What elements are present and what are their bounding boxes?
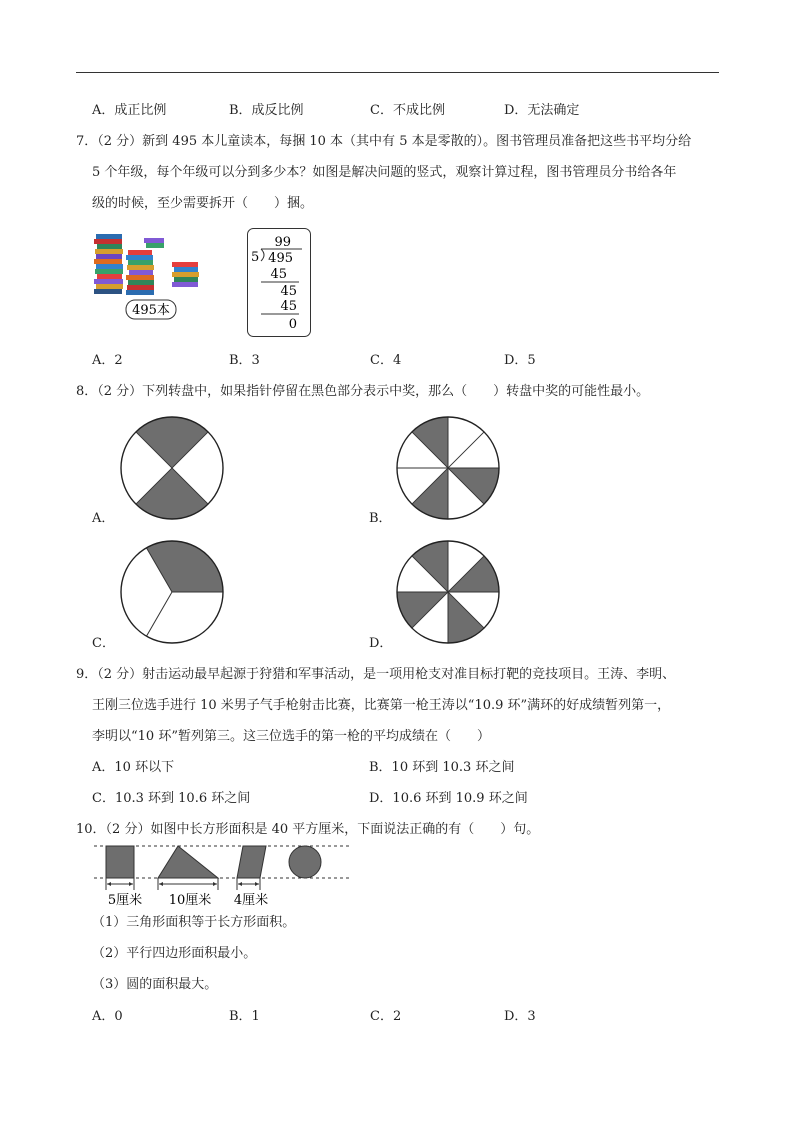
q6-option-b[interactable]: B．成反比例 <box>229 103 304 118</box>
q10-statement-1: （1）三角形面积等于长方形面积。 <box>92 915 296 930</box>
q8-stem: 8．（2 分）下列转盘中，如果指针停留在黑色部分表示中奖，那么（ ）转盘中奖的可能性最小。 <box>76 384 650 399</box>
q9-option-c[interactable]: C．10.3 环到 10.6 环之间 <box>92 791 251 806</box>
dim-label-parallelogram: 4厘米 <box>233 893 269 908</box>
division-step-3: 45 <box>280 299 297 314</box>
q7-stem-line-1: 7．（2 分）新到 495 本儿童读本，每捆 10 本（其中有 5 本是零散的）。图书管理员准备把这些书平均分给 <box>76 134 692 149</box>
q9-option-b[interactable]: B．10 环到 10.3 环之间 <box>369 760 515 775</box>
dim-label-rectangle: 5厘米 <box>107 893 143 908</box>
parallelogram-shape <box>237 846 266 878</box>
triangle-shape <box>158 846 218 878</box>
header-rule <box>76 72 719 73</box>
books-count-label: 495本 <box>132 303 170 318</box>
books-illustration <box>94 230 206 320</box>
book-stack-icon <box>94 234 199 295</box>
q9-stem-line-3: 李明以“10 环”暂列第三。这三位选手的第一枪的平均成绩在（ ） <box>92 729 490 744</box>
q8-label-b[interactable]: B． <box>369 511 392 526</box>
shapes-diagram <box>94 840 350 908</box>
long-division-card <box>247 228 312 338</box>
q9-option-d[interactable]: D．10.6 环到 10.9 环之间 <box>369 791 528 806</box>
q9-stem-line-2: 王刚三位选手进行 10 米男子气手枪射击比赛，比赛第一枪王涛以“10.9 环”满环的好成绩暂列第一， <box>92 698 671 713</box>
q10-option-c[interactable]: C．2 <box>370 1009 402 1024</box>
division-remainder: 0 <box>288 317 297 332</box>
q6-option-c[interactable]: C．不成比例 <box>370 103 445 118</box>
spinner-c[interactable] <box>120 540 224 644</box>
division-quotient: 99 <box>274 235 291 250</box>
q10-statement-2: （2）平行四边形面积最小。 <box>92 946 257 961</box>
q7-stem-line-2: 5 个年级，每个年级可以分到多少本？如图是解决问题的竖式，观察计算过程，图书管理员分书给各年 <box>92 165 677 180</box>
q9-option-a[interactable]: A．10 环以下 <box>92 760 175 775</box>
division-step-1: 45 <box>270 267 287 282</box>
q7-option-d[interactable]: D．5 <box>504 353 536 368</box>
q10-option-d[interactable]: D．3 <box>504 1009 536 1024</box>
division-dividend: 495 <box>268 251 293 266</box>
q6-option-a[interactable]: A．成正比例 <box>92 103 167 118</box>
q7-option-a[interactable]: A．2 <box>92 353 123 368</box>
q8-label-a[interactable]: A． <box>92 511 115 526</box>
rectangle-shape <box>106 846 134 878</box>
q7-stem-line-3: 级的时候，至少需要拆开（ ）捆。 <box>92 196 314 211</box>
dim-label-triangle: 10厘米 <box>168 893 212 908</box>
q7-option-b[interactable]: B．3 <box>229 353 260 368</box>
spinner-b[interactable] <box>396 416 500 520</box>
q8-label-c[interactable]: C． <box>92 636 115 651</box>
q10-stem: 10．（2 分）如图中长方形面积是 40 平方厘米，下面说法正确的有（ ）句。 <box>76 822 540 837</box>
q6-option-d[interactable]: D．无法确定 <box>504 103 580 118</box>
q10-statement-3: （3）圆的面积最大。 <box>92 977 218 992</box>
spinner-d[interactable] <box>396 540 500 644</box>
q8-label-d[interactable]: D． <box>369 636 393 651</box>
q7-option-c[interactable]: C．4 <box>370 353 402 368</box>
q9-stem-line-1: 9．（2 分）射击运动最早起源于狩猎和军事活动，是一项用枪支对准目标打靶的竞技项目。王涛、李明、 <box>76 667 676 682</box>
circle-shape <box>289 846 321 878</box>
division-step-2: 45 <box>280 284 297 299</box>
division-divisor: 5 <box>251 250 260 265</box>
q10-option-b[interactable]: B．1 <box>229 1009 260 1024</box>
spinner-a[interactable] <box>120 416 224 520</box>
q10-option-a[interactable]: A．0 <box>92 1009 123 1024</box>
